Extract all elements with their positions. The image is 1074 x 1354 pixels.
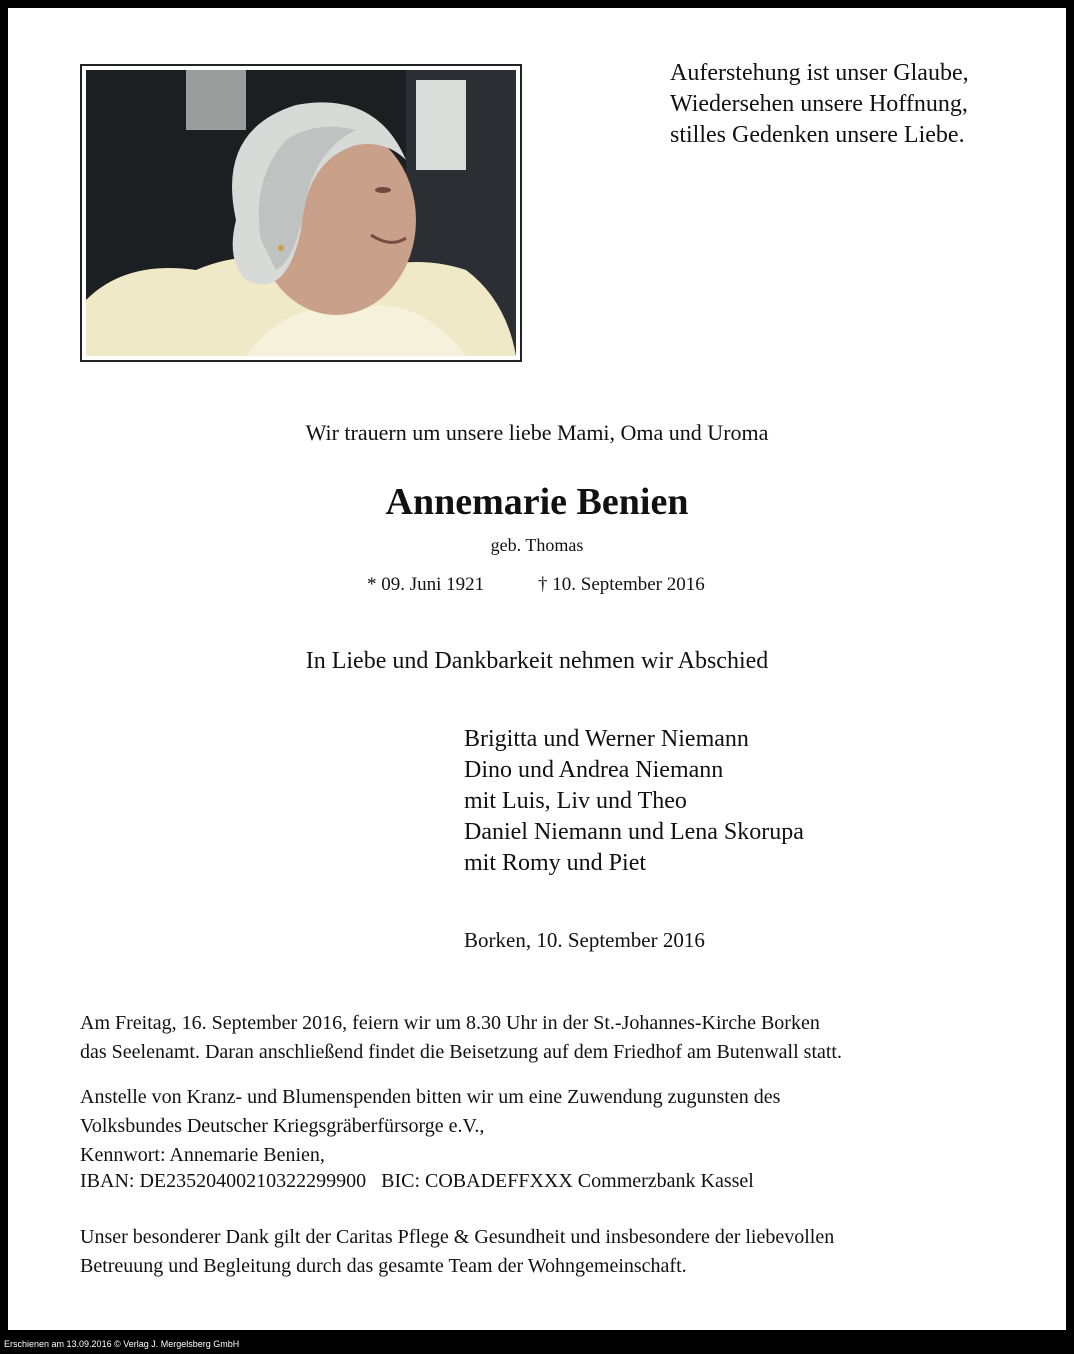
birth-name: geb. Thomas (490, 535, 584, 555)
mourners-list (464, 724, 804, 879)
mourner-line: mit Luis, Liv und Theo (464, 788, 687, 814)
mourner-line: Brigitta und Werner Niemann (464, 726, 749, 752)
deceased-name: Annemarie Benien (385, 481, 689, 523)
portrait-photo-icon (86, 70, 516, 356)
mourning-intro: Wir trauern um unsere liebe Mami, Oma und Uroma (305, 420, 769, 445)
place-and-date: Borken, 10. September 2016 (464, 928, 705, 952)
service-line: das Seelenamt. Daran anschließend findet die Beisetzung auf dem Friedhof am Butenwall statt. (80, 1041, 842, 1063)
thanks-paragraph (80, 1223, 834, 1281)
farewell-line: In Liebe und Dankbarkeit nehmen wir Abschied (305, 648, 769, 674)
thanks-line: Betreuung und Begleitung durch das gesamte Team der Wohngemeinschaft. (80, 1255, 687, 1277)
mourner-line: Dino und Andrea Niemann (464, 757, 724, 783)
quote-line: Wiedersehen unsere Hoffnung, (670, 91, 968, 117)
portrait-frame (80, 64, 522, 362)
quote-line: Auferstehung ist unser Glaube, (670, 60, 969, 86)
service-line: Am Freitag, 16. September 2016, feiern wir um 8.30 Uhr in der St.-Johannes-Kirche Borken (80, 1012, 820, 1034)
donation-line: Kennwort: Annemarie Benien, (80, 1144, 325, 1166)
death-date: † 10. September 2016 (538, 574, 705, 595)
mourner-line: mit Romy und Piet (464, 850, 647, 876)
birth-date: * 09. Juni 1921 (367, 574, 485, 595)
donation-paragraph (80, 1083, 780, 1170)
quote-line: stilles Gedenken unsere Liebe. (670, 122, 965, 148)
mourner-line: Daniel Niemann und Lena Skorupa (464, 819, 804, 845)
service-paragraph (80, 1009, 842, 1067)
publication-footer: Erschienen am 13.09.2016 © Verlag J. Mergelsberg GmbH (4, 1339, 240, 1349)
donation-line: Anstelle von Kranz- und Blumenspenden bitten wir um eine Zuwendung zugunsten des (80, 1086, 781, 1108)
memorial-quote (670, 58, 969, 151)
bank-details: IBAN: DE23520400210322299900 BIC: COBADEFFXXX Commerzbank Kassel (80, 1170, 754, 1192)
donation-line: Volksbundes Deutscher Kriegsgräberfürsorge e.V., (80, 1115, 485, 1137)
thanks-line: Unser besonderer Dank gilt der Caritas Pflege & Gesundheit und insbesondere der liebevollen (80, 1226, 835, 1248)
